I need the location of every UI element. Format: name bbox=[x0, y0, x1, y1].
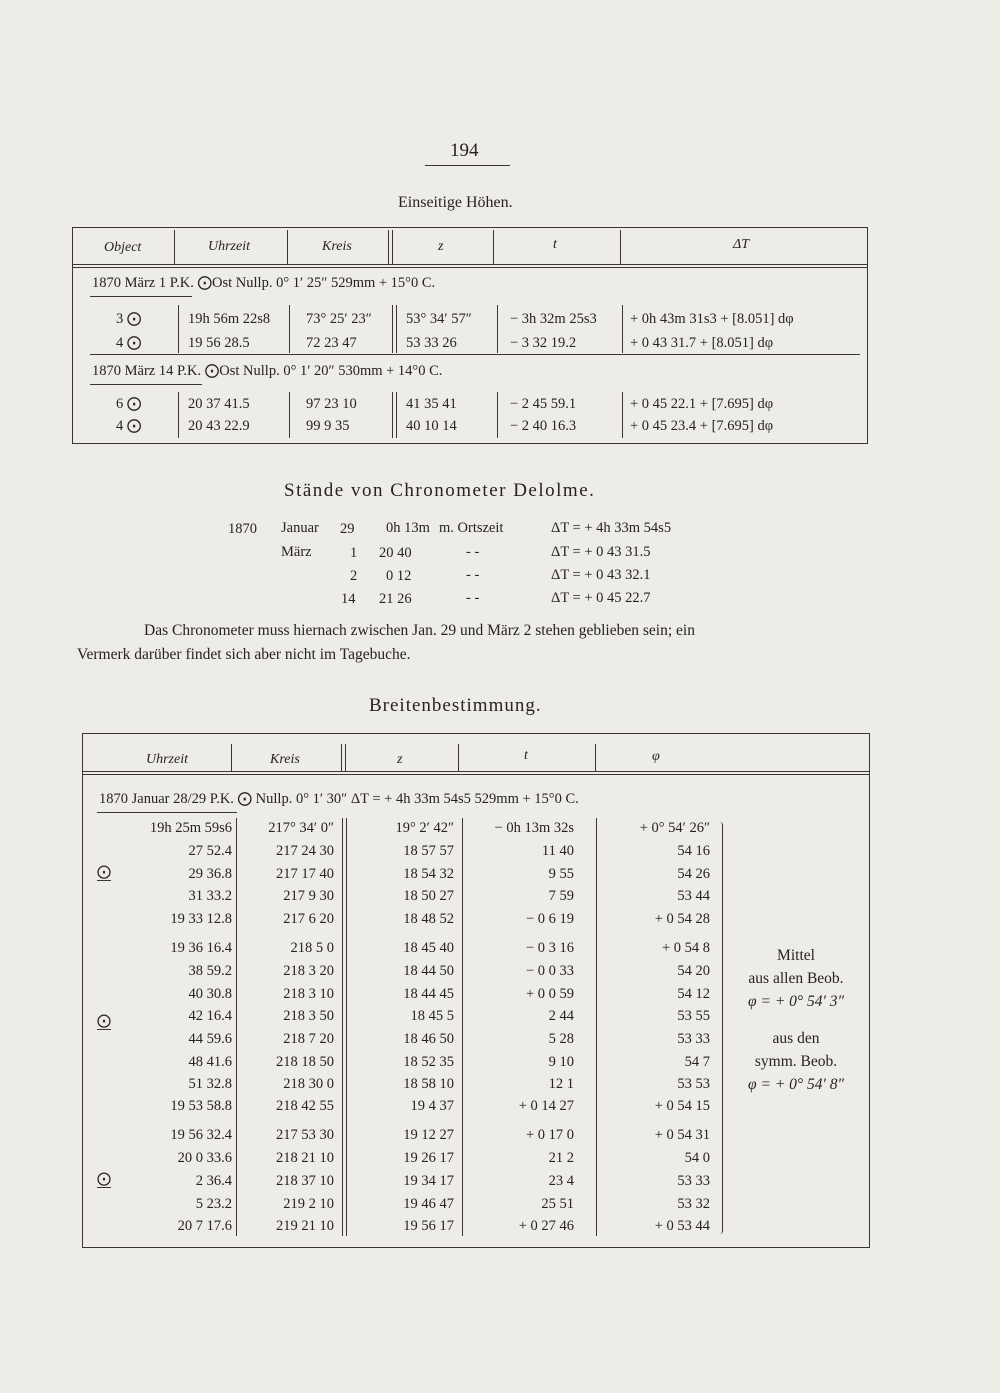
page-number: 194 bbox=[450, 140, 479, 161]
cell-z: 18 44 50 bbox=[403, 963, 454, 979]
cell-z: 19 4 37 bbox=[410, 1098, 454, 1114]
cell-z: 18 46 50 bbox=[403, 1031, 454, 1047]
cell-z: 18 50 27 bbox=[403, 888, 454, 904]
cell-phi: + 0° 54′ 26″ bbox=[639, 820, 710, 836]
cell-uhrzeit: 2 36.4 bbox=[195, 1173, 232, 1189]
cell-uhrzeit: 44 59.6 bbox=[188, 1031, 232, 1047]
table3-header-uhrzeit: Uhrzeit bbox=[146, 752, 188, 767]
table1-group-underline bbox=[90, 384, 202, 385]
cell-uhrzeit: 19 53 58.8 bbox=[170, 1098, 232, 1114]
table1-group-underline bbox=[90, 296, 192, 297]
cell-t: 11 40 bbox=[541, 843, 574, 859]
table1-col-sep bbox=[497, 392, 498, 438]
cell-z: 18 57 57 bbox=[403, 843, 454, 859]
stand-time: 21 26 bbox=[379, 591, 412, 607]
cell-t: 2 44 bbox=[548, 1008, 574, 1024]
cell-uhrzeit: 42 16.4 bbox=[188, 1008, 232, 1024]
table1-header-sep bbox=[388, 230, 389, 264]
cell-object: 4 ⨀ bbox=[116, 335, 142, 351]
sun-symbol-icon: ⨀ bbox=[97, 865, 111, 880]
cell-dt: + 0h 43m 31s3 + [8.051] dφ bbox=[630, 311, 794, 327]
cell-kreis: 218 3 10 bbox=[283, 986, 334, 1002]
table3-header-sep bbox=[345, 744, 346, 771]
cell-phi: + 0 53 44 bbox=[654, 1218, 710, 1234]
cell-t: − 3 32 19.2 bbox=[510, 335, 577, 351]
table1-col-sep bbox=[178, 392, 179, 438]
table1-group-rule bbox=[90, 354, 860, 355]
stand-dt: ΔT = + 4h 33m 54s5 bbox=[551, 520, 672, 536]
table1-col-sep bbox=[622, 305, 623, 353]
table3-header-sep bbox=[341, 744, 342, 771]
cell-uhrzeit: 19 36 16.4 bbox=[170, 940, 232, 956]
table3-heading: 1870 Januar 28/29 P.K. ⨀ Nullp. 0° 1′ 30″ ΔT = + 4h 33m 54s5 529mm + 15°0 C. bbox=[99, 791, 579, 807]
table1-col-sep bbox=[497, 305, 498, 353]
cell-z: 18 45 40 bbox=[403, 940, 454, 956]
table3-col-sep bbox=[596, 818, 597, 1236]
table1-header-sep bbox=[620, 230, 621, 264]
stand-time: 0 12 bbox=[386, 568, 412, 584]
cell-uhrzeit: 29 36.8 bbox=[188, 866, 232, 882]
cell-phi: 53 33 bbox=[677, 1173, 710, 1189]
cell-kreis: 217 9 30 bbox=[283, 888, 334, 904]
cell-uhrzeit: 19 56 28.5 bbox=[188, 335, 250, 351]
table3-header-z: z bbox=[397, 752, 403, 767]
stand-year: 1870 bbox=[228, 521, 257, 537]
cell-uhrzeit: 20 37 41.5 bbox=[188, 396, 250, 412]
cell-z: 41 35 41 bbox=[406, 396, 457, 412]
mittel-line: aus allen Beob. bbox=[748, 970, 844, 987]
stand-label: - - bbox=[466, 590, 480, 606]
cell-kreis: 73° 25′ 23″ bbox=[306, 311, 372, 327]
table3-header-phi: φ bbox=[652, 749, 660, 764]
cell-t: 7 59 bbox=[548, 888, 574, 904]
cell-z: 18 44 45 bbox=[403, 986, 454, 1002]
cell-phi: 54 16 bbox=[677, 843, 710, 859]
table1-header-rule2 bbox=[72, 267, 867, 268]
cell-z: 18 54 32 bbox=[403, 866, 454, 882]
table1-header-rule bbox=[72, 264, 867, 265]
cell-object: 3 ⨀ bbox=[116, 311, 142, 327]
cell-z: 40 10 14 bbox=[406, 418, 457, 434]
table1-col-sep bbox=[289, 305, 290, 353]
cell-dt: + 0 45 23.4 + [7.695] dφ bbox=[630, 418, 774, 434]
cell-t: 23 4 bbox=[548, 1173, 574, 1189]
sun-symbol-icon: ⨀ bbox=[97, 1014, 111, 1029]
table3-col-sep bbox=[342, 818, 343, 1236]
table1-header-sep bbox=[493, 230, 494, 264]
table3-header-t: t bbox=[524, 748, 528, 763]
table1-col-sep bbox=[392, 392, 393, 438]
mittel-line: symm. Beob. bbox=[754, 1053, 838, 1070]
stand-dt: ΔT = + 0 45 22.7 bbox=[551, 590, 651, 606]
cell-phi: 54 0 bbox=[684, 1150, 710, 1166]
page-number-rule bbox=[425, 165, 510, 166]
cell-uhrzeit: 20 43 22.9 bbox=[188, 418, 250, 434]
cell-uhrzeit: 27 52.4 bbox=[188, 843, 232, 859]
cell-phi: 54 20 bbox=[677, 963, 710, 979]
cell-t: + 0 17 0 bbox=[525, 1127, 574, 1143]
stand-time: 20 40 bbox=[379, 545, 412, 561]
stand-day: 1 bbox=[350, 545, 358, 561]
cell-uhrzeit: 51 32.8 bbox=[188, 1076, 232, 1092]
cell-t: 9 55 bbox=[548, 866, 574, 882]
cell-uhrzeit: 19h 56m 22s8 bbox=[188, 311, 271, 327]
table3-header-sep bbox=[458, 744, 459, 771]
cell-kreis: 218 5 0 bbox=[290, 940, 334, 956]
stand-day: 29 bbox=[340, 521, 355, 537]
cell-t: 21 2 bbox=[548, 1150, 574, 1166]
table1-group-heading: 1870 März 14 P.K. ⨀Ost Nullp. 0° 1′ 20″ 530mm + 14°0 C. bbox=[92, 363, 443, 379]
cell-z: 18 48 52 bbox=[403, 911, 454, 927]
cell-uhrzeit: 19 56 32.4 bbox=[170, 1127, 232, 1143]
table1-header-z: z bbox=[438, 239, 444, 254]
stand-time: 0h 13m bbox=[386, 520, 430, 536]
cell-t: + 0 0 59 bbox=[525, 986, 574, 1002]
cell-kreis: 218 3 50 bbox=[283, 1008, 334, 1024]
cell-kreis: 72 23 47 bbox=[306, 335, 357, 351]
cell-kreis: 218 30 0 bbox=[283, 1076, 334, 1092]
section3-title: Breitenbestimmung. bbox=[369, 695, 542, 716]
table3-header-rule bbox=[82, 771, 869, 772]
mittel-line: Mittel bbox=[777, 947, 815, 964]
cell-kreis: 219 2 10 bbox=[283, 1196, 334, 1212]
cell-t: + 0 27 46 bbox=[518, 1218, 574, 1234]
cell-dt: + 0 43 31.7 + [8.051] dφ bbox=[630, 335, 774, 351]
table1-col-sep bbox=[178, 305, 179, 353]
cell-z: 19 34 17 bbox=[403, 1173, 454, 1189]
table3-header-sep bbox=[595, 744, 596, 771]
mittel-line: aus den bbox=[772, 1030, 820, 1047]
cell-phi: + 0 54 28 bbox=[654, 911, 710, 927]
cell-t: − 0 6 19 bbox=[525, 911, 574, 927]
cell-phi: + 0 54 15 bbox=[654, 1098, 710, 1114]
table1-header-object: Object bbox=[104, 240, 142, 255]
mittel-block bbox=[724, 944, 868, 1096]
cell-phi: 54 12 bbox=[677, 986, 710, 1002]
section1-title: Einseitige Höhen. bbox=[398, 194, 513, 211]
cell-t: − 0h 13m 32s bbox=[494, 820, 574, 836]
cell-z: 19 56 17 bbox=[403, 1218, 454, 1234]
sun-symbol-icon: ⨀ bbox=[97, 1172, 111, 1187]
cell-uhrzeit: 19 33 12.8 bbox=[170, 911, 232, 927]
table1-col-sep bbox=[396, 305, 397, 353]
cell-z: 19 12 27 bbox=[403, 1127, 454, 1143]
cell-t: − 2 45 59.1 bbox=[510, 396, 577, 412]
section2-note: Das Chronometer muss hiernach zwischen Jan. 29 und März 2 stehen geblieben sein; ein bbox=[144, 622, 695, 639]
cell-t: − 0 0 33 bbox=[525, 963, 574, 979]
cell-z: 53° 34′ 57″ bbox=[406, 311, 472, 327]
cell-t: − 3h 32m 25s3 bbox=[510, 311, 597, 327]
stand-month: Januar bbox=[281, 520, 319, 536]
section2-note: Vermerk darüber findet sich aber nicht im Tagebuche. bbox=[77, 646, 411, 663]
table1-header-kreis: Kreis bbox=[322, 239, 352, 254]
cell-kreis: 217 24 30 bbox=[276, 843, 334, 859]
cell-kreis: 97 23 10 bbox=[306, 396, 357, 412]
cell-uhrzeit: 48 41.6 bbox=[188, 1054, 232, 1070]
cell-uhrzeit: 5 23.2 bbox=[195, 1196, 232, 1212]
table3-header-kreis: Kreis bbox=[270, 752, 300, 767]
stand-dt: ΔT = + 0 43 32.1 bbox=[551, 567, 651, 583]
cell-t: − 2 40 16.3 bbox=[510, 418, 577, 434]
table3-col-sep bbox=[462, 818, 463, 1236]
cell-kreis: 99 9 35 bbox=[306, 418, 350, 434]
cell-phi: 54 7 bbox=[684, 1054, 710, 1070]
cell-kreis: 219 21 10 bbox=[276, 1218, 334, 1234]
stand-dt: ΔT = + 0 43 31.5 bbox=[551, 544, 651, 560]
cell-z: 19° 2′ 42″ bbox=[395, 820, 454, 836]
section2-title: Stände von Chronometer Delolme. bbox=[284, 480, 596, 501]
cell-uhrzeit: 20 0 33.6 bbox=[177, 1150, 232, 1166]
cell-phi: 53 33 bbox=[677, 1031, 710, 1047]
table3-heading-underline bbox=[97, 812, 237, 813]
table1-col-sep bbox=[392, 305, 393, 353]
cell-z: 19 46 47 bbox=[403, 1196, 454, 1212]
cell-kreis: 218 21 10 bbox=[276, 1150, 334, 1166]
cell-t: 5 28 bbox=[548, 1031, 574, 1047]
cell-object: 6 ⨀ bbox=[116, 396, 142, 412]
cell-t: 9 10 bbox=[548, 1054, 574, 1070]
table1-col-sep bbox=[396, 392, 397, 438]
table1-header-dt: ΔT bbox=[733, 237, 750, 252]
cell-kreis: 218 3 20 bbox=[283, 963, 334, 979]
cell-z: 18 58 10 bbox=[403, 1076, 454, 1092]
mittel-line: φ = + 0° 54′ 3″ bbox=[748, 993, 844, 1010]
cell-kreis: 218 7 20 bbox=[283, 1031, 334, 1047]
table1-header-uhrzeit: Uhrzeit bbox=[208, 239, 250, 254]
cell-uhrzeit: 31 33.2 bbox=[188, 888, 232, 904]
table1-group-heading: 1870 März 1 P.K. ⨀Ost Nullp. 0° 1′ 25″ 529mm + 15°0 C. bbox=[92, 275, 436, 291]
cell-kreis: 218 37 10 bbox=[276, 1173, 334, 1189]
cell-phi: 54 26 bbox=[677, 866, 710, 882]
table3-brace bbox=[718, 822, 723, 1234]
cell-t: − 0 3 16 bbox=[525, 940, 574, 956]
cell-phi: 53 55 bbox=[677, 1008, 710, 1024]
cell-uhrzeit: 40 30.8 bbox=[188, 986, 232, 1002]
cell-kreis: 217 53 30 bbox=[276, 1127, 334, 1143]
stand-label: m. Ortszeit bbox=[439, 520, 504, 536]
cell-z: 18 45 5 bbox=[410, 1008, 454, 1024]
cell-z: 53 33 26 bbox=[406, 335, 457, 351]
cell-phi: + 0 54 8 bbox=[661, 940, 710, 956]
table1-col-sep bbox=[289, 392, 290, 438]
cell-phi: 53 32 bbox=[677, 1196, 710, 1212]
cell-phi: 53 53 bbox=[677, 1076, 710, 1092]
table3-col-sep bbox=[346, 818, 347, 1236]
cell-dt: + 0 45 22.1 + [7.695] dφ bbox=[630, 396, 774, 412]
mittel-line: φ = + 0° 54′ 8″ bbox=[748, 1076, 844, 1093]
table1-header-sep bbox=[174, 230, 175, 264]
cell-phi: + 0 54 31 bbox=[654, 1127, 710, 1143]
table1-col-sep bbox=[622, 392, 623, 438]
cell-t: 12 1 bbox=[548, 1076, 574, 1092]
table1-header-sep bbox=[287, 230, 288, 264]
cell-kreis: 218 42 55 bbox=[276, 1098, 334, 1114]
table3-header-rule2 bbox=[82, 774, 869, 775]
stand-day: 2 bbox=[350, 568, 358, 584]
stand-day: 14 bbox=[341, 591, 356, 607]
cell-uhrzeit: 19h 25m 59s6 bbox=[149, 820, 232, 836]
table3-col-sep bbox=[236, 818, 237, 1236]
cell-object: 4 ⨀ bbox=[116, 418, 142, 434]
cell-uhrzeit: 38 59.2 bbox=[188, 963, 232, 979]
cell-z: 19 26 17 bbox=[403, 1150, 454, 1166]
table3-header-sep bbox=[231, 744, 232, 771]
table1-header-sep bbox=[392, 230, 393, 264]
cell-t: + 0 14 27 bbox=[518, 1098, 574, 1114]
cell-kreis: 217 6 20 bbox=[283, 911, 334, 927]
table1-header-t: t bbox=[553, 237, 557, 252]
cell-t: 25 51 bbox=[541, 1196, 574, 1212]
cell-kreis: 217° 34′ 0″ bbox=[268, 820, 334, 836]
stand-label: - - bbox=[466, 544, 480, 560]
stand-month: März bbox=[281, 544, 312, 560]
cell-z: 18 52 35 bbox=[403, 1054, 454, 1070]
cell-kreis: 218 18 50 bbox=[276, 1054, 334, 1070]
cell-phi: 53 44 bbox=[677, 888, 710, 904]
cell-uhrzeit: 20 7 17.6 bbox=[177, 1218, 232, 1234]
stand-label: - - bbox=[466, 567, 480, 583]
cell-kreis: 217 17 40 bbox=[276, 866, 334, 882]
